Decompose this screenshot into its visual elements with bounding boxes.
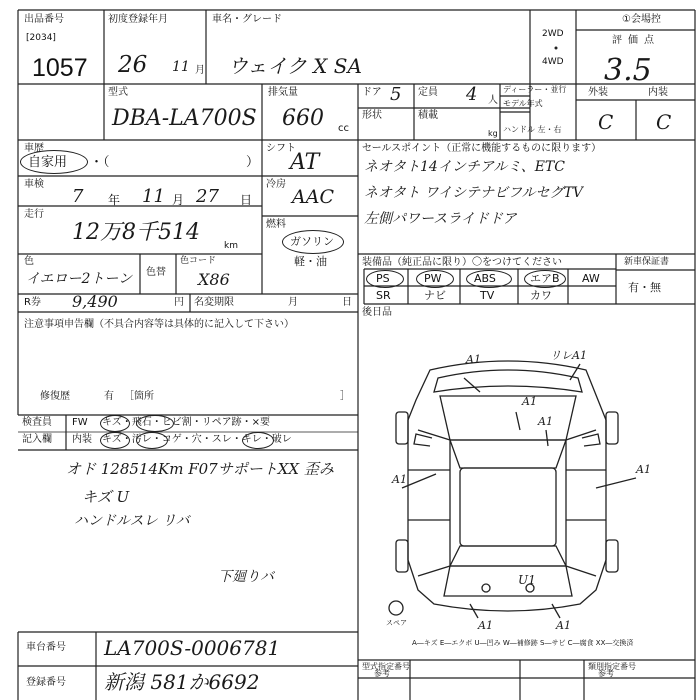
shaken-year: 7	[72, 186, 84, 207]
name-grade-value: ウェイク X SA	[228, 54, 362, 78]
equip-aw: AW	[582, 272, 600, 285]
history-close: ）	[246, 155, 260, 170]
chassis-label: 車台番号	[26, 642, 66, 653]
sales-point-line-1: ネオタト14インチアルミ、ETC	[364, 159, 565, 175]
capacity-value: 4	[466, 84, 478, 105]
displacement-label: 排気量	[268, 87, 298, 98]
spare-label: スペア	[386, 619, 407, 627]
first-registration-month: 11	[172, 59, 190, 75]
shape-label: 形状	[362, 110, 382, 121]
inspector-label-1: 検査員	[22, 417, 52, 428]
history-value: 自家用	[28, 155, 68, 170]
name-grade-label: 車名・グレード	[212, 14, 282, 25]
repair-label: 修復歴	[40, 391, 70, 402]
r-ken-value: 9,490	[72, 292, 118, 311]
r-ken-label: R券	[24, 297, 41, 308]
lot-number: 1057	[32, 54, 88, 82]
shift-label: シフト	[266, 143, 296, 154]
registration-value: 新潟 581か6692	[104, 670, 260, 694]
equip-navi: ナビ	[424, 289, 446, 302]
sales-point-line-2: ネオタト ワイシテナビフルセグTV	[364, 185, 583, 201]
shaken-day: 27	[196, 186, 219, 207]
damage-mark-2: リレA1	[550, 349, 587, 362]
model-value: DBA-LA700S	[112, 106, 257, 131]
note-line-2: キズ U	[82, 488, 130, 506]
interior-check-items: キズ・汚レ・コゲ・穴・スレ・キレ・破レ	[102, 434, 292, 445]
damage-mark-9: U1	[518, 573, 536, 587]
capacity-unit: 人	[488, 95, 498, 106]
note-line-1: オド 128514Km F07サポートXX 歪み	[66, 460, 334, 478]
doors-label: ドア	[362, 87, 382, 98]
equip-sr: SR	[376, 289, 391, 302]
registration-label: 登録番号	[26, 677, 66, 688]
warranty-label: 新車保証書	[624, 257, 670, 267]
damage-mark-8: A1	[556, 619, 571, 632]
damage-mark-6: A1	[636, 463, 651, 476]
shaken-month-unit: 月	[172, 193, 185, 207]
fuel-alt: 軽・油	[294, 255, 327, 268]
capacity-label: 定員	[418, 87, 438, 98]
damage-mark-7: A1	[478, 619, 493, 632]
model-year-label: モデル年式	[503, 99, 543, 108]
damage-mark-4: A1	[538, 415, 553, 428]
name-change-day: 日	[342, 297, 352, 308]
chassis-value: LA700S-0006781	[104, 636, 281, 660]
shift-value: AT	[290, 150, 320, 175]
r-ken-yen: 円	[174, 297, 184, 308]
interior-check-label: 内装	[72, 434, 92, 445]
note-line-3: ハンドルスレ リバ	[74, 513, 190, 529]
load-label: 積載	[418, 110, 438, 121]
equip-abs: ABS	[474, 272, 496, 285]
equip-pw: PW	[424, 272, 442, 285]
score-value: 3.5	[604, 53, 652, 88]
color-value: イエロー2トーン	[26, 271, 133, 287]
type-label: 類別指定番号	[588, 662, 636, 671]
repair-place: ［箇所	[124, 391, 154, 402]
dealer-label: ディーラー・並行	[503, 85, 567, 94]
color-change-label: 色替	[146, 267, 166, 278]
sales-point-line-3: 左側パワースライドドア	[364, 211, 517, 227]
inspector-label-2: 記入欄	[22, 434, 52, 445]
shaken-day-unit: 日	[240, 193, 253, 207]
lot-sub: [2034]	[26, 33, 56, 43]
history-label: 車歴	[24, 143, 44, 154]
aircon-label: 冷房	[266, 179, 286, 190]
type-ref: 参考	[598, 669, 614, 678]
damage-legend: A―キズ E―エクボ U―凹み W―補修跡 S―サビ C―腐食 XX―交換済	[412, 639, 634, 647]
displacement-unit: cc	[338, 123, 349, 134]
equipment-label: 装備品（純正品に限り）〇をつけてください	[362, 257, 562, 268]
mileage-unit: km	[224, 241, 238, 251]
interior-grade: C	[656, 110, 672, 134]
first-registration-label: 初度登録年月	[108, 14, 168, 25]
month-unit: 月	[195, 65, 205, 76]
color-code-value: X86	[198, 270, 230, 289]
category-label: 型式指定番号	[362, 662, 410, 671]
mileage-value: 12万8千514	[72, 220, 200, 245]
repair-value: 有	[104, 391, 114, 402]
fw-items: キズ・飛石・ヒビ割・リペア跡・×要	[102, 417, 270, 428]
aircon-value: AAC	[292, 186, 334, 208]
lot-label: 出品番号	[24, 14, 64, 25]
name-change-month: 月	[288, 297, 298, 308]
exterior-grade: C	[598, 110, 614, 134]
damage-mark-5: A1	[392, 473, 407, 486]
score-label: 評価点	[612, 35, 660, 46]
sales-points-label: セールスポイント（正常に機能するものに限ります）	[362, 143, 602, 154]
interior-label: 内装	[648, 87, 668, 98]
name-change-label: 名変期限	[194, 297, 234, 308]
category-ref: 参考	[374, 669, 390, 678]
handle-label: ハンドル 左・右	[503, 125, 562, 134]
equip-leather: カワ	[530, 289, 552, 302]
damage-mark-3: A1	[522, 395, 537, 408]
note-line-4: 下廻りバ	[218, 569, 274, 585]
equip-tv: TV	[480, 289, 495, 302]
fw-label: FW	[72, 417, 88, 428]
exterior-label: 外装	[588, 87, 608, 98]
doors-value: 5	[390, 84, 402, 105]
first-registration-year: 26	[118, 52, 148, 78]
history-paren: ・（	[90, 155, 110, 170]
fuel-label: 燃料	[266, 219, 286, 230]
equip-ps: PS	[376, 272, 390, 285]
damage-mark-1: A1	[466, 353, 481, 366]
shaken-year-unit: 年	[108, 193, 121, 207]
displacement-value: 660	[282, 106, 324, 131]
fuel-value: ガソリン	[290, 235, 334, 248]
top-right-note: ①会場控	[622, 14, 661, 25]
aftermarket-label: 後日品	[362, 307, 392, 318]
drive-4wd: 4WD	[542, 57, 564, 67]
equip-airbag: エアB	[530, 272, 560, 285]
mileage-label: 走行	[24, 209, 44, 220]
warranty-value: 有・無	[628, 281, 661, 294]
shaken-month: 11	[142, 186, 165, 207]
load-unit: kg	[488, 129, 498, 138]
notes-label: 注意事項申告欄（不具合内容等は具体的に記入して下さい）	[24, 319, 294, 330]
shaken-label: 車検	[24, 179, 44, 190]
color-label: 色	[24, 256, 34, 267]
color-code-label: 色コード	[180, 256, 217, 266]
repair-close: ］	[340, 391, 350, 402]
drive-2wd: 2WD	[542, 29, 564, 39]
model-label: 型式	[108, 87, 128, 98]
